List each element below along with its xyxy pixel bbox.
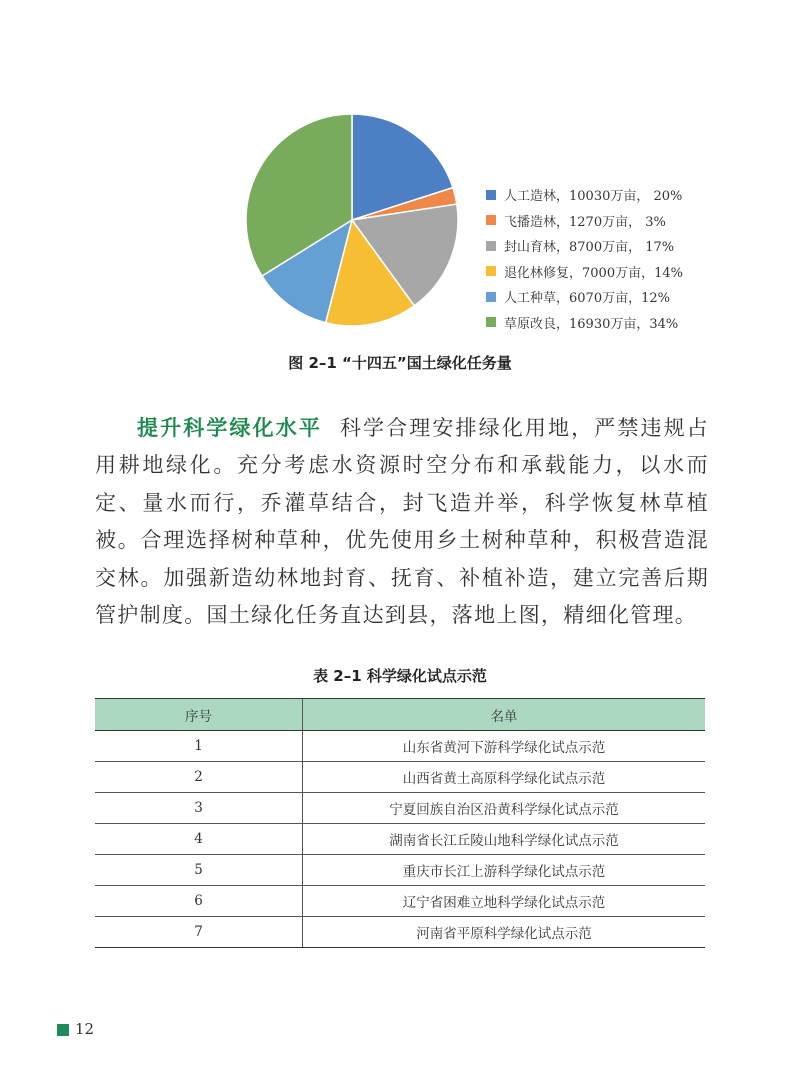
table-row (95, 762, 705, 793)
row-name: 河南省平原科学绿化试点示范 (303, 917, 706, 948)
table-row (95, 793, 705, 824)
row-name: 宁夏回族自治区沿黄科学绿化试点示范 (303, 793, 706, 824)
pie-chart (230, 100, 710, 340)
legend-swatch (486, 190, 496, 200)
pilot-table (95, 698, 705, 948)
legend-label: 人工造林，10030万亩， 20% (504, 189, 683, 205)
row-name: 湖南省长江丘陵山地科学绿化试点示范 (303, 824, 706, 855)
row-index: 1 (95, 731, 303, 762)
legend-swatch (486, 317, 496, 327)
paragraph-text: 科学合理安排绿化用地，严禁违规占用耕地绿化。充分考虑水资源时空分布和承载能力，以水而定、量水而行，乔灌草结合，封飞造并举，科学恢复林草植被。合理选择树种草种，优先使用乡土树种草种，积极营造混交林。加强新造幼林地封育、抚育、补植补造，建立完善后期管护制度。国土绿化任务直达到县，落地上图，精细化管理。 (95, 416, 709, 628)
legend-swatch (486, 215, 496, 225)
table-caption: 表 2–1 科学绿化试点示范 (313, 667, 487, 685)
legend-item (486, 208, 683, 234)
row-name: 山东省黄河下游科学绿化试点示范 (303, 731, 706, 762)
legend-label: 草原改良，16930万亩，34% (504, 316, 679, 332)
row-index: 6 (95, 886, 303, 917)
table-row (95, 917, 705, 948)
legend-item (486, 233, 683, 259)
table-header-row (95, 699, 705, 731)
paragraph-title: 提升科学绿化水平 (137, 415, 322, 440)
body-paragraph (95, 409, 709, 634)
table-row (95, 855, 705, 886)
row-name: 山西省黄土高原科学绿化试点示范 (303, 762, 706, 793)
table-row (95, 824, 705, 855)
legend-label: 人工种草，6070万亩，12% (504, 291, 670, 307)
header-name: 名单 (303, 699, 706, 731)
header-index: 序号 (95, 699, 303, 731)
legend-label: 飞播造林，1270万亩， 3% (504, 214, 666, 230)
table-row (95, 886, 705, 917)
legend-item (486, 284, 683, 310)
table-row (95, 731, 705, 762)
legend-label: 封山育林，8700万亩， 17% (504, 240, 675, 256)
row-name: 辽宁省困难立地科学绿化试点示范 (303, 886, 706, 917)
row-index: 3 (95, 793, 303, 824)
legend-item (486, 310, 683, 336)
row-index: 5 (95, 855, 303, 886)
page-number: 12 (75, 1020, 95, 1038)
page-marker (57, 1024, 69, 1036)
legend-swatch (486, 292, 496, 302)
legend-swatch (486, 266, 496, 276)
row-index: 2 (95, 762, 303, 793)
legend-swatch (486, 241, 496, 251)
legend-label: 退化林修复，7000万亩，14% (504, 265, 683, 281)
legend-item (486, 182, 683, 208)
row-index: 4 (95, 824, 303, 855)
chart-legend (486, 182, 683, 335)
legend-item (486, 259, 683, 285)
figure-caption: 图 2–1 “十四五”国土绿化任务量 (288, 354, 512, 372)
row-name: 重庆市长江上游科学绿化试点示范 (303, 855, 706, 886)
row-index: 7 (95, 917, 303, 948)
